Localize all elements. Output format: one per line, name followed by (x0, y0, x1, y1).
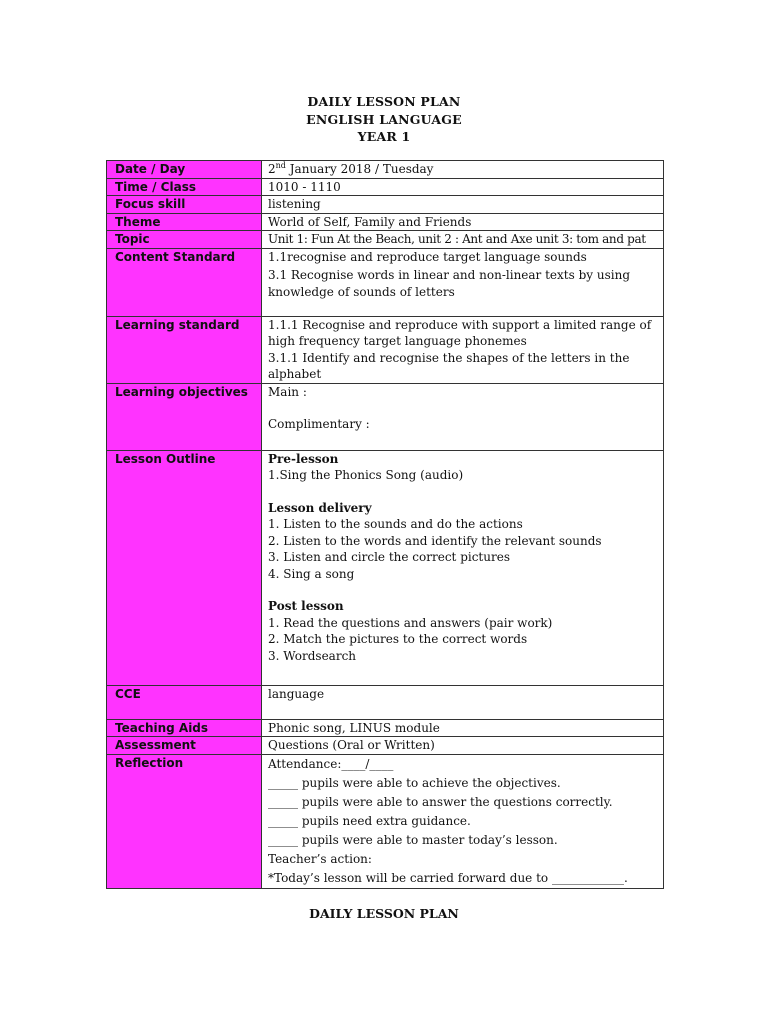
row-content-standard (107, 248, 664, 316)
reflection-label: Reflection (107, 754, 262, 888)
reflection-line: Teacher’s action: (268, 851, 372, 866)
lesson-delivery-item: 2. Listen to the words and identify the relevant sounds (268, 533, 602, 548)
document-subject: ENGLISH LANGUAGE (306, 111, 462, 127)
learning-objectives-value (262, 383, 664, 450)
reflection-line: Attendance:____/____ (268, 756, 394, 771)
row-learning-standard (107, 316, 664, 383)
post-lesson-item: 1. Read the questions and answers (pair work) (268, 615, 553, 630)
objectives-complimentary: Complimentary : (268, 417, 370, 431)
reflection-line: *Today’s lesson will be carried forward due to ____________. (268, 870, 628, 885)
learning-standard-value (262, 316, 664, 383)
next-page-title: DAILY LESSON PLAN (309, 906, 459, 921)
row-teaching-aids (107, 719, 664, 737)
assessment-value: Questions (Oral or Written) (262, 737, 664, 755)
cce-value: language (262, 685, 664, 719)
learning-standard-label: Learning standard (107, 316, 262, 383)
time-value: 1010 - 1110 (262, 178, 664, 196)
content-standard-value (262, 248, 664, 316)
lesson-outline-value (262, 450, 664, 685)
content-standard-label: Content Standard (107, 248, 262, 316)
row-topic (107, 231, 664, 249)
topic-value: Unit 1: Fun At the Beach, unit 2 : Ant and Axe unit 3: tom and pat (262, 231, 664, 249)
row-theme (107, 213, 664, 231)
lesson-delivery-heading: Lesson delivery (268, 500, 372, 515)
content-standard-line: 3.1 Recognise words in linear and non-linear texts by using knowledge of sounds of letters (268, 268, 631, 299)
topic-label: Topic (107, 231, 262, 249)
focus-skill-label: Focus skill (107, 196, 262, 214)
row-cce (107, 685, 664, 719)
row-assessment (107, 737, 664, 755)
document-year: YEAR 1 (357, 129, 411, 144)
date-label: Date / Day (107, 161, 262, 179)
document-title: DAILY LESSON PLAN (307, 94, 461, 109)
post-lesson-item: 2. Match the pictures to the correct words (268, 632, 528, 646)
row-learning-objectives (107, 383, 664, 450)
reflection-line: _____ pupils were able to master today’s lesson. (268, 832, 558, 847)
objectives-main: Main : (268, 384, 307, 399)
learning-standard-line: 1.1.1 Recognise and reproduce with support a limited range of high frequency target language phonemes (268, 317, 652, 348)
learning-objectives-label: Learning objectives (107, 383, 262, 450)
theme-label: Theme (107, 213, 262, 231)
lesson-delivery-item: 1. Listen to the sounds and do the actions (268, 517, 523, 531)
pre-lesson-item: 1.Sing the Phonics Song (audio) (268, 468, 464, 482)
lesson-delivery-item: 3. Listen and circle the correct pictures (268, 550, 510, 564)
cce-label: CCE (107, 685, 262, 719)
learning-standard-line: 3.1.1 Identify and recognise the shapes of the letters in the alphabet (268, 350, 630, 381)
date-day-number: 2 (268, 162, 276, 176)
row-focus-skill (107, 196, 664, 214)
date-value (262, 161, 664, 179)
row-lesson-outline (107, 450, 664, 685)
time-label: Time / Class (107, 178, 262, 196)
row-reflection (107, 754, 664, 888)
date-rest: January 2018 / Tuesday (285, 162, 434, 176)
date-day-suffix: nd (275, 161, 286, 170)
post-lesson-item: 3. Wordsearch (268, 648, 357, 663)
reflection-line: _____ pupils were able to achieve the objectives. (268, 775, 561, 790)
reflection-line: _____ pupils were able to answer the questions correctly. (268, 794, 613, 809)
post-lesson-heading: Post lesson (268, 599, 344, 613)
reflection-line: _____ pupils need extra guidance. (268, 813, 471, 828)
assessment-label: Assessment (107, 737, 262, 755)
lesson-outline-label: Lesson Outline (107, 450, 262, 685)
focus-skill-value: listening (262, 196, 664, 214)
pre-lesson-heading: Pre-lesson (268, 451, 339, 466)
document-header (0, 93, 768, 146)
row-date (107, 161, 664, 179)
reflection-value (262, 754, 664, 888)
content-standard-line: 1.1recognise and reproduce target language sounds (268, 249, 587, 264)
teaching-aids-label: Teaching Aids (107, 719, 262, 737)
teaching-aids-value: Phonic song, LINUS module (262, 719, 664, 737)
row-time (107, 178, 664, 196)
lesson-plan-table (106, 160, 664, 889)
theme-value: World of Self, Family and Friends (262, 213, 664, 231)
lesson-delivery-item: 4. Sing a song (268, 566, 355, 581)
